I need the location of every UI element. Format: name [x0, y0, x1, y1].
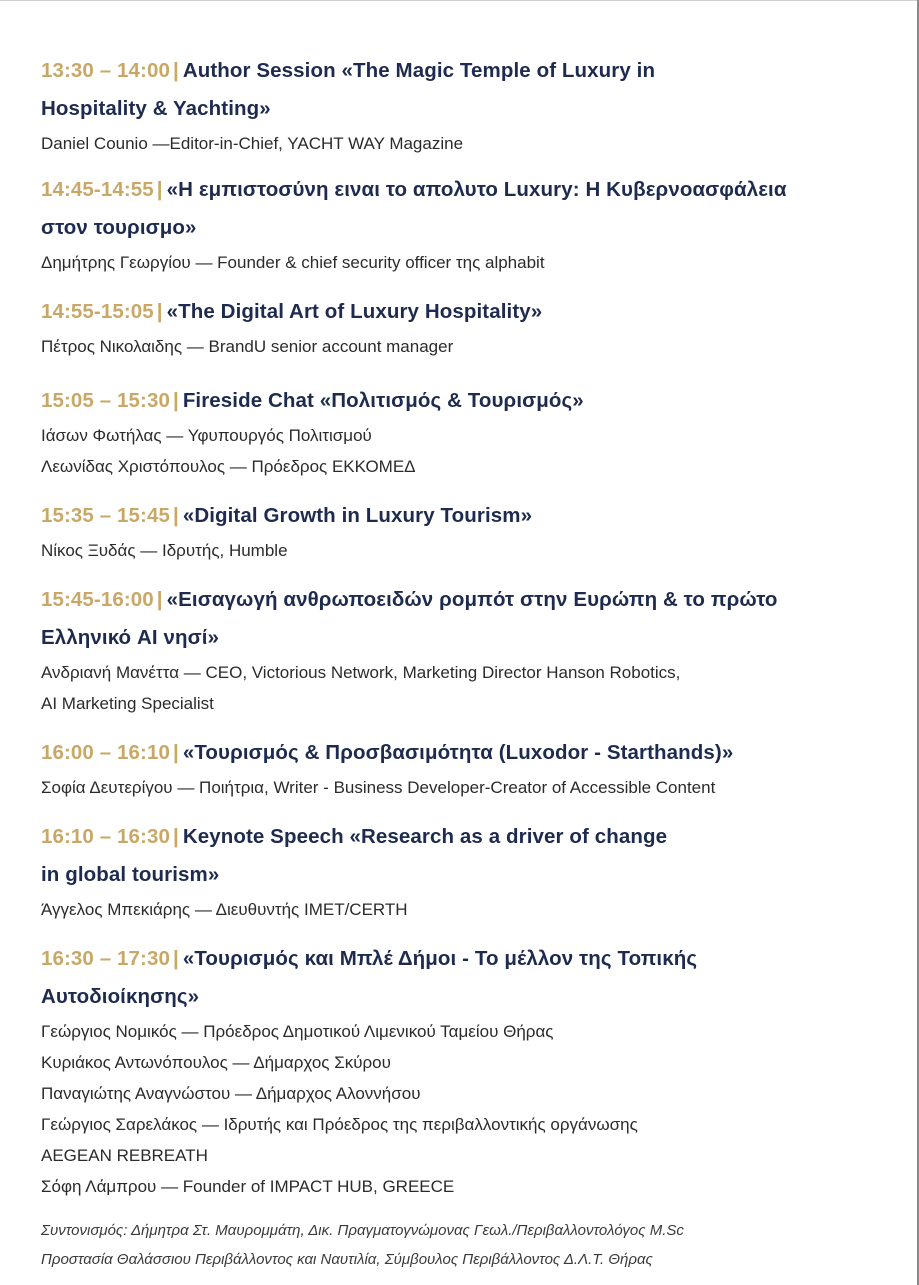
session-title-line: «The Digital Art of Luxury Hospitality» — [166, 300, 543, 323]
coordination-line: Προστασία Θαλάσσιου Περιβάλλοντος και Ναυτιλία, Σύμβουλος Περιβάλλοντος Δ.Λ.Τ. Θήρας — [41, 1251, 653, 1268]
time-separator: | — [156, 300, 163, 323]
session-time: 16:00 – 16:10 — [41, 741, 170, 764]
session-title-line: «Digital Growth in Luxury Tourism» — [182, 504, 533, 527]
session-title-line: «Η εμπιστοσύνη ειναι το απολυτο Luxury: Η Κυβερνοασφάλεια — [166, 178, 787, 201]
time-separator: | — [156, 178, 163, 201]
speaker: Ιάσων Φωτήλας — Υφυπουργός Πολιτισμού — [41, 426, 372, 445]
session-title-line: «Εισαγωγή ανθρωποειδών ρομπότ στην Ευρώπη & το πρώτο — [166, 588, 778, 611]
page-top-border — [0, 0, 919, 1]
session-title-line: «Τουρισμός και Μπλέ Δήμοι - Το μέλλον της Τοπικής — [182, 947, 698, 970]
session-time: 16:30 – 17:30 — [41, 947, 170, 970]
session-heading — [41, 293, 542, 331]
speaker: Σοφία Δευτερίγου — Ποιήτρια, Writer - Business Developer-Creator of Accessible Content — [41, 778, 716, 797]
time-separator: | — [156, 588, 163, 611]
coordination-line: Συντονισμός: Δήμητρα Στ. Μαυρομμάτη, Δικ. Πραγματογνώμονας Γεωλ./Περιβαλλοντολόγος M.Sc — [41, 1222, 684, 1239]
time-separator: | — [172, 825, 179, 848]
time-separator: | — [172, 741, 179, 764]
speaker: Γεώργιος Νομικός — Πρόεδρος Δημοτικού Λιμενικού Ταμείου Θήρας — [41, 1022, 554, 1041]
session-title-line: Fireside Chat «Πολιτισμός & Τουρισμός» — [182, 389, 584, 412]
speaker: Σόφη Λάμπρου — Founder of IMPACT HUB, GREECE — [41, 1177, 455, 1196]
session-heading — [41, 497, 532, 535]
session-heading — [41, 52, 655, 90]
session-heading — [41, 171, 787, 209]
speaker: Γεώργιος Σαρελάκος — Ιδρυτής και Πρόεδρος της περιβαλλοντικής οργάνωσης — [41, 1115, 638, 1134]
speaker: AEGEAN REBREATH — [41, 1146, 208, 1165]
agenda-session — [41, 581, 778, 719]
time-separator: | — [172, 504, 179, 527]
session-heading — [41, 734, 733, 772]
session-title-line: στον τουρισμο» — [41, 216, 197, 239]
speaker: Ανδριανή Μανέττα — CEO, Victorious Network, Marketing Director Hanson Robotics, — [41, 663, 681, 682]
session-time: 15:45-16:00 — [41, 588, 154, 611]
speaker: Κυριάκος Αντωνόπουλος — Δήμαρχος Σκύρου — [41, 1053, 391, 1072]
speaker: Παναγιώτης Αναγνώστου — Δήμαρχος Αλοννήσου — [41, 1084, 421, 1103]
agenda-session — [41, 293, 542, 362]
session-title-line: Keynote Speech «Research as a driver of change — [182, 825, 668, 848]
speaker: Δημήτρης Γεωργίου — Founder & chief security officer της alphabit — [41, 253, 545, 272]
time-separator: | — [172, 947, 179, 970]
session-time: 14:45-14:55 — [41, 178, 154, 201]
agenda-session — [41, 940, 697, 1202]
session-time: 16:10 – 16:30 — [41, 825, 170, 848]
speaker: Λεωνίδας Χριστόπουλος — Πρόεδρος ΕΚΚΟΜΕΔ — [41, 457, 416, 476]
session-heading — [41, 581, 778, 619]
agenda-session — [41, 52, 655, 159]
agenda-session — [41, 382, 584, 482]
session-title-line: Hospitality & Yachting» — [41, 97, 271, 120]
session-title-line: Ελληνικό AI νησί» — [41, 626, 220, 649]
session-title-line: «Τουρισμός & Προσβασιμότητα (Luxodor - Starthands)» — [182, 741, 734, 764]
time-separator: | — [172, 59, 179, 82]
session-time: 15:05 – 15:30 — [41, 389, 170, 412]
agenda-session — [41, 171, 787, 278]
session-title-line: Αυτοδιοίκησης» — [41, 985, 200, 1008]
session-time: 13:30 – 14:00 — [41, 59, 170, 82]
session-time: 15:35 – 15:45 — [41, 504, 170, 527]
agenda-session — [41, 497, 532, 566]
agenda-session — [41, 818, 667, 925]
speaker: AI Marketing Specialist — [41, 694, 214, 713]
coordination-note — [41, 1216, 901, 1274]
session-heading — [41, 940, 697, 978]
speaker: Άγγελος Μπεκιάρης — Διευθυντής IMET/CERTH — [41, 900, 408, 919]
session-heading — [41, 382, 584, 420]
speaker: Daniel Counio —Editor-in-Chief, YACHT WAY Magazine — [41, 134, 464, 153]
speaker: Νίκος Ξυδάς — Ιδρυτής, Humble — [41, 541, 288, 560]
session-time: 14:55-15:05 — [41, 300, 154, 323]
session-title-line: Author Session «The Magic Temple of Luxury in — [182, 59, 656, 82]
session-title-line: in global tourism» — [41, 863, 220, 886]
session-heading — [41, 818, 667, 856]
agenda-session — [41, 734, 733, 803]
speaker: Πέτρος Νικολαιδης — BrandU senior account manager — [41, 337, 454, 356]
time-separator: | — [172, 389, 179, 412]
